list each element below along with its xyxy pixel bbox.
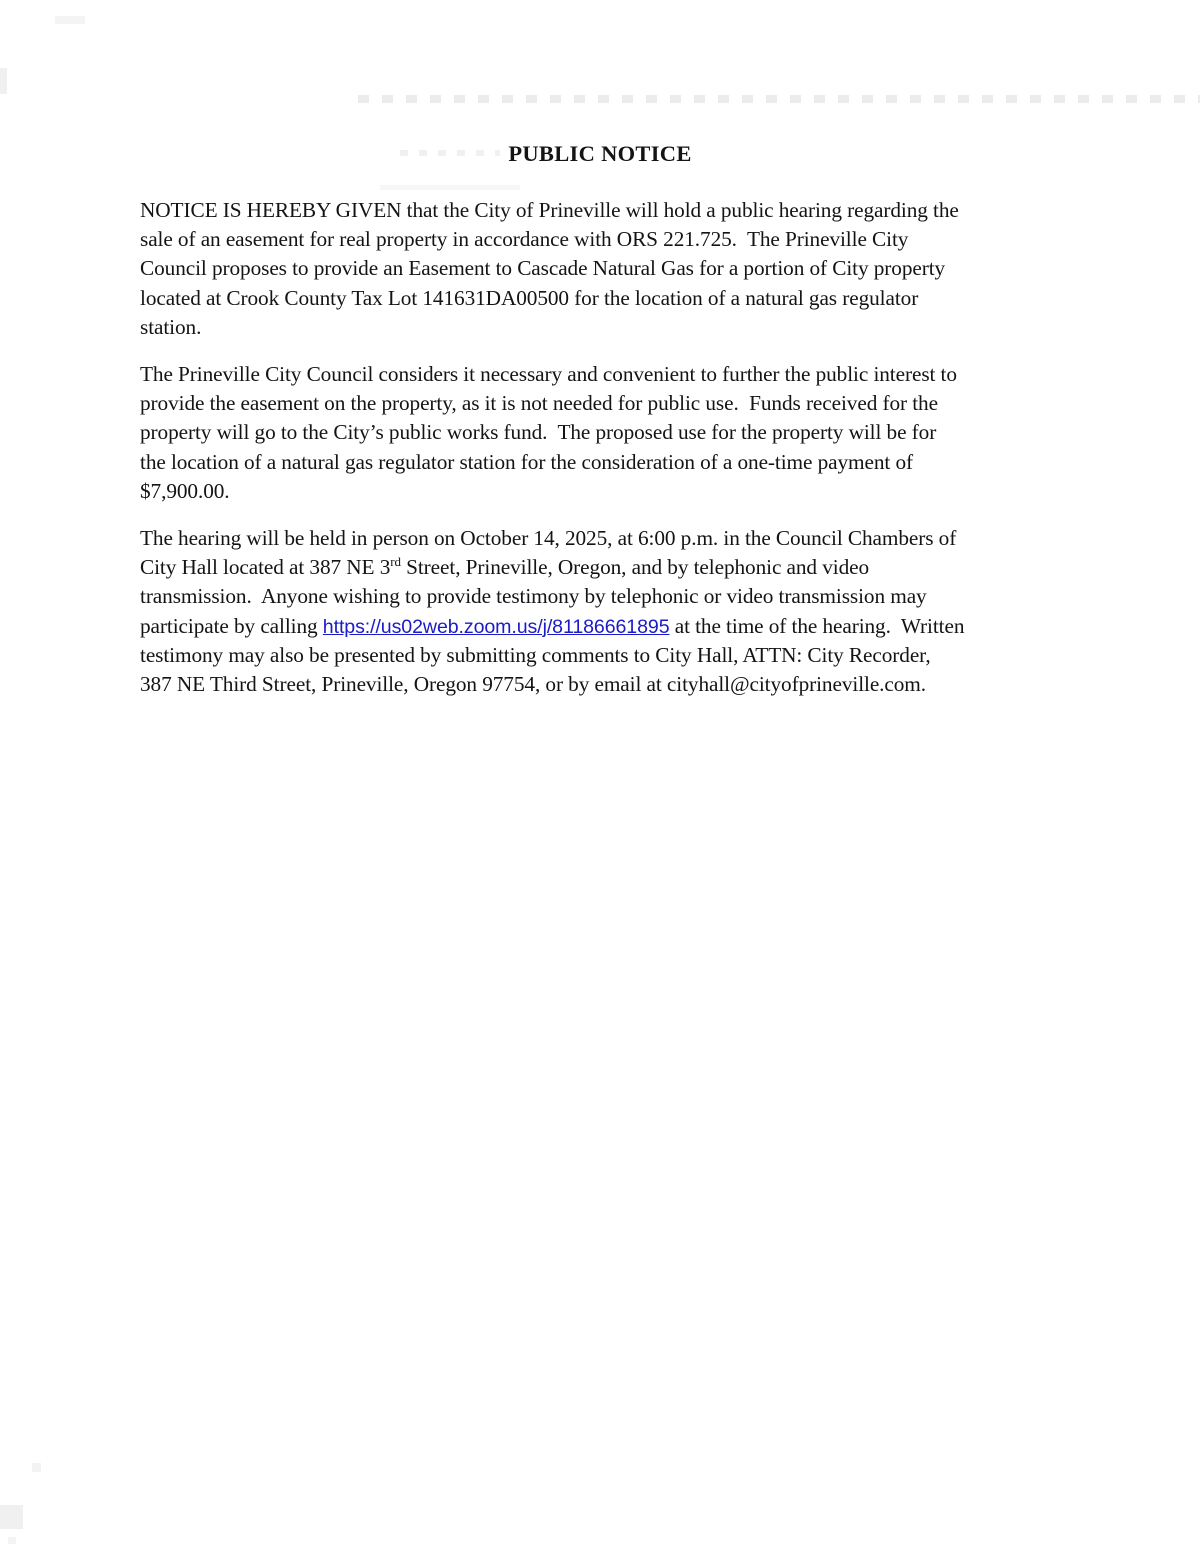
notice-title: PUBLIC NOTICE	[508, 141, 692, 166]
text-line: The Prineville City Council considers it necessary and convenient to further the public interest to	[140, 362, 957, 386]
text-line: the location of a natural gas regulator station for the consideration of a one-time payment of	[140, 449, 913, 474]
paragraph-hearing-details	[140, 524, 1070, 699]
scan-artifact	[0, 1505, 23, 1529]
text-segment: at the time of the hearing. Written	[669, 613, 965, 638]
text-segment: Street, Prineville, Oregon, and by telephonic and video	[400, 555, 870, 580]
text-line: The hearing will be held in person on October 14, 2025, at 6:00 p.m. in the Council Chambers of	[140, 526, 957, 550]
text-line: $7,900.00.	[140, 478, 230, 503]
scan-artifact	[8, 1537, 16, 1544]
text-line	[140, 612, 1070, 641]
text-line: transmission. Anyone wishing to provide testimony by telephonic or video transmission may	[140, 584, 927, 609]
text-line: located at Crook County Tax Lot 141631DA00500 for the location of a natural gas regulator	[140, 285, 919, 310]
text-line: NOTICE IS HEREBY GIVEN that the City of Prineville will hold a public hearing regarding the	[140, 198, 959, 222]
scan-artifact	[358, 95, 1200, 103]
scan-artifact	[32, 1463, 41, 1472]
text-line: Council proposes to provide an Easement to Cascade Natural Gas for a portion of City property	[140, 256, 946, 281]
text-line: property will go to the City’s public works fund. The proposed use for the property will be for	[140, 420, 937, 445]
scan-artifact	[380, 185, 520, 190]
ordinal-superscript: rd	[390, 554, 401, 570]
scan-artifact	[55, 16, 85, 24]
text-segment: City Hall located at 387 NE 3	[140, 555, 391, 580]
paragraph-notice-given	[140, 196, 1070, 342]
scan-artifact	[0, 68, 7, 94]
text-line: station.	[140, 314, 202, 339]
text-line: testimony may also be presented by submitting comments to City Hall, ATTN: City Recorder,	[140, 642, 931, 667]
text-line: 387 NE Third Street, Prineville, Oregon 97754, or by email at cityhall@cityofprineville.com.	[140, 671, 926, 696]
text-line: sale of an easement for real property in accordance with ORS 221.725. The Prineville City	[140, 227, 909, 252]
paragraph-council-considers	[140, 360, 1070, 506]
zoom-meeting-link[interactable]: https://us02web.zoom.us/j/81186661895	[322, 615, 670, 638]
text-line	[140, 553, 1070, 582]
text-line: provide the easement on the property, as it is not needed for public use. Funds received for the	[140, 391, 938, 416]
text-segment: participate by calling	[140, 613, 323, 638]
